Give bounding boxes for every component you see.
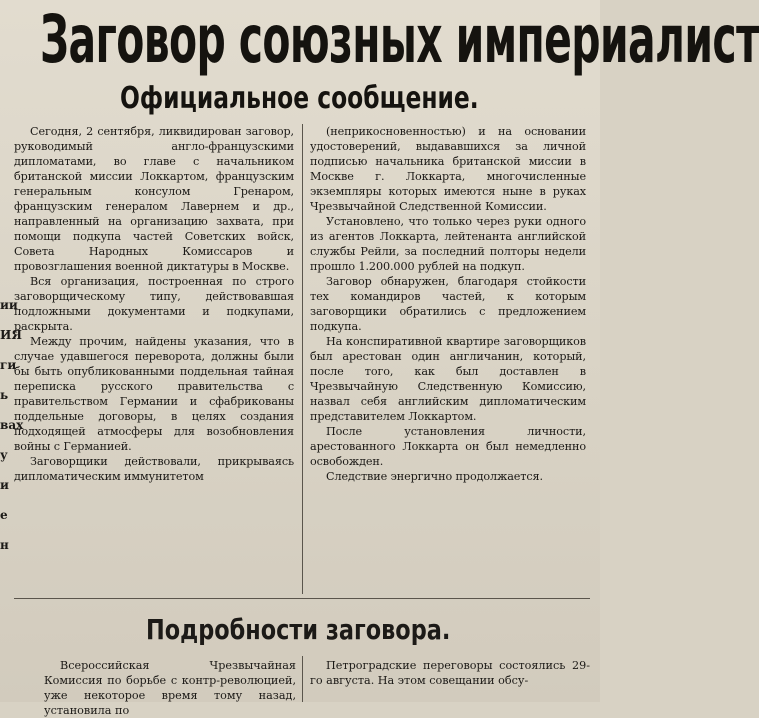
column-divider bbox=[302, 124, 303, 594]
edge-fragment: вах bbox=[0, 418, 24, 432]
edge-fragment: у bbox=[0, 448, 8, 462]
left-edge-fragments bbox=[0, 290, 24, 702]
section-divider bbox=[14, 598, 590, 599]
paragraph: Следствие энергично продолжается. bbox=[326, 470, 543, 483]
edge-fragment: ии bbox=[0, 298, 18, 312]
paragraph: Всероссийская Чрезвычайная Комиссия по борьбе с контр-революцией, уже некоторое время тому назад, установила по bbox=[44, 659, 296, 717]
section2-column-right bbox=[310, 658, 590, 702]
subheadline: Официальное сообщение. bbox=[120, 81, 479, 116]
paragraph: На конспиративной квартире заговорщиков был арестован один англичанин, который, после того, как был доставлен в Чрезвычайную Следственную Комиссию, назвал себя английским дипломатическим представителем Локкартом. bbox=[310, 335, 586, 423]
edge-fragment: и bbox=[0, 478, 9, 492]
paragraph: (неприкосновенностью) и на основании удостоверений, выдававшихся за личной подписью начальника британской миссии в Москве г. Локкарта, многочисленные экземпляры которых имеются ныне в руках Чрезвычайной Следственной Комиссии. bbox=[310, 125, 586, 213]
paragraph: Сегодня, 2 сентября, ликвидирован заговор, руководимый англо-французскими дипломатами, во главе с начальником британской миссии Локкартом, французским генеральным консулом Гренаром, французским генералом Лавернем и др., направленный на организацию захвата, при помощи подкупа частей Советских войск, Совета Народных Комиссаров и провозглашения военной диктатуры в Москве. bbox=[14, 125, 294, 273]
article-column-right bbox=[310, 124, 586, 600]
edge-fragment: ги bbox=[0, 358, 17, 372]
article-column-left bbox=[14, 124, 294, 588]
headline: Заговор союзных империалист bbox=[40, 1, 759, 78]
edge-fragment: ИЯ bbox=[0, 328, 22, 342]
paragraph: Петроградские переговоры состоялись 29-го августа. На этом совещании обсу- bbox=[310, 659, 590, 687]
paragraph: Установлено, что только через руки одного из агентов Локкарта, лейтенанта английской службы Рейли, за последний полторы недели прошло 1.200.000 рублей на подкуп. bbox=[310, 215, 586, 273]
paragraph: Вся организация, построенная по строго заговорщическому типу, действовавшая подложными документами и подкупами, раскрыта. bbox=[14, 275, 294, 333]
section2-title: Подробности заговора. bbox=[146, 613, 451, 646]
paragraph: Заговор обнаружен, благодаря стойкости тех командиров частей, к которым заговорщики обратились с предложением подкупа. bbox=[310, 275, 586, 333]
section2-column-left bbox=[44, 658, 296, 717]
edge-fragment: ь bbox=[0, 388, 9, 402]
paragraph: После установления личности, арестованного Локкарта он был немедленно освобожден. bbox=[310, 425, 586, 468]
edge-fragment: е bbox=[0, 508, 8, 522]
paragraph: Между прочим, найдены указания, что в случае удавшегося переворота, должны были бы быть опубликованными поддельная тайная переписка русского правительства с правительством Германии и сфабрикованы поддельные договоры, в целях создания подходящей атмосферы для возобновления войны с Германией. bbox=[14, 335, 294, 453]
edge-fragment: н bbox=[0, 538, 9, 552]
paragraph: Заговорщики действовали, прикрываясь дипломатическим иммунитетом bbox=[14, 455, 294, 483]
column-divider bbox=[302, 656, 303, 702]
